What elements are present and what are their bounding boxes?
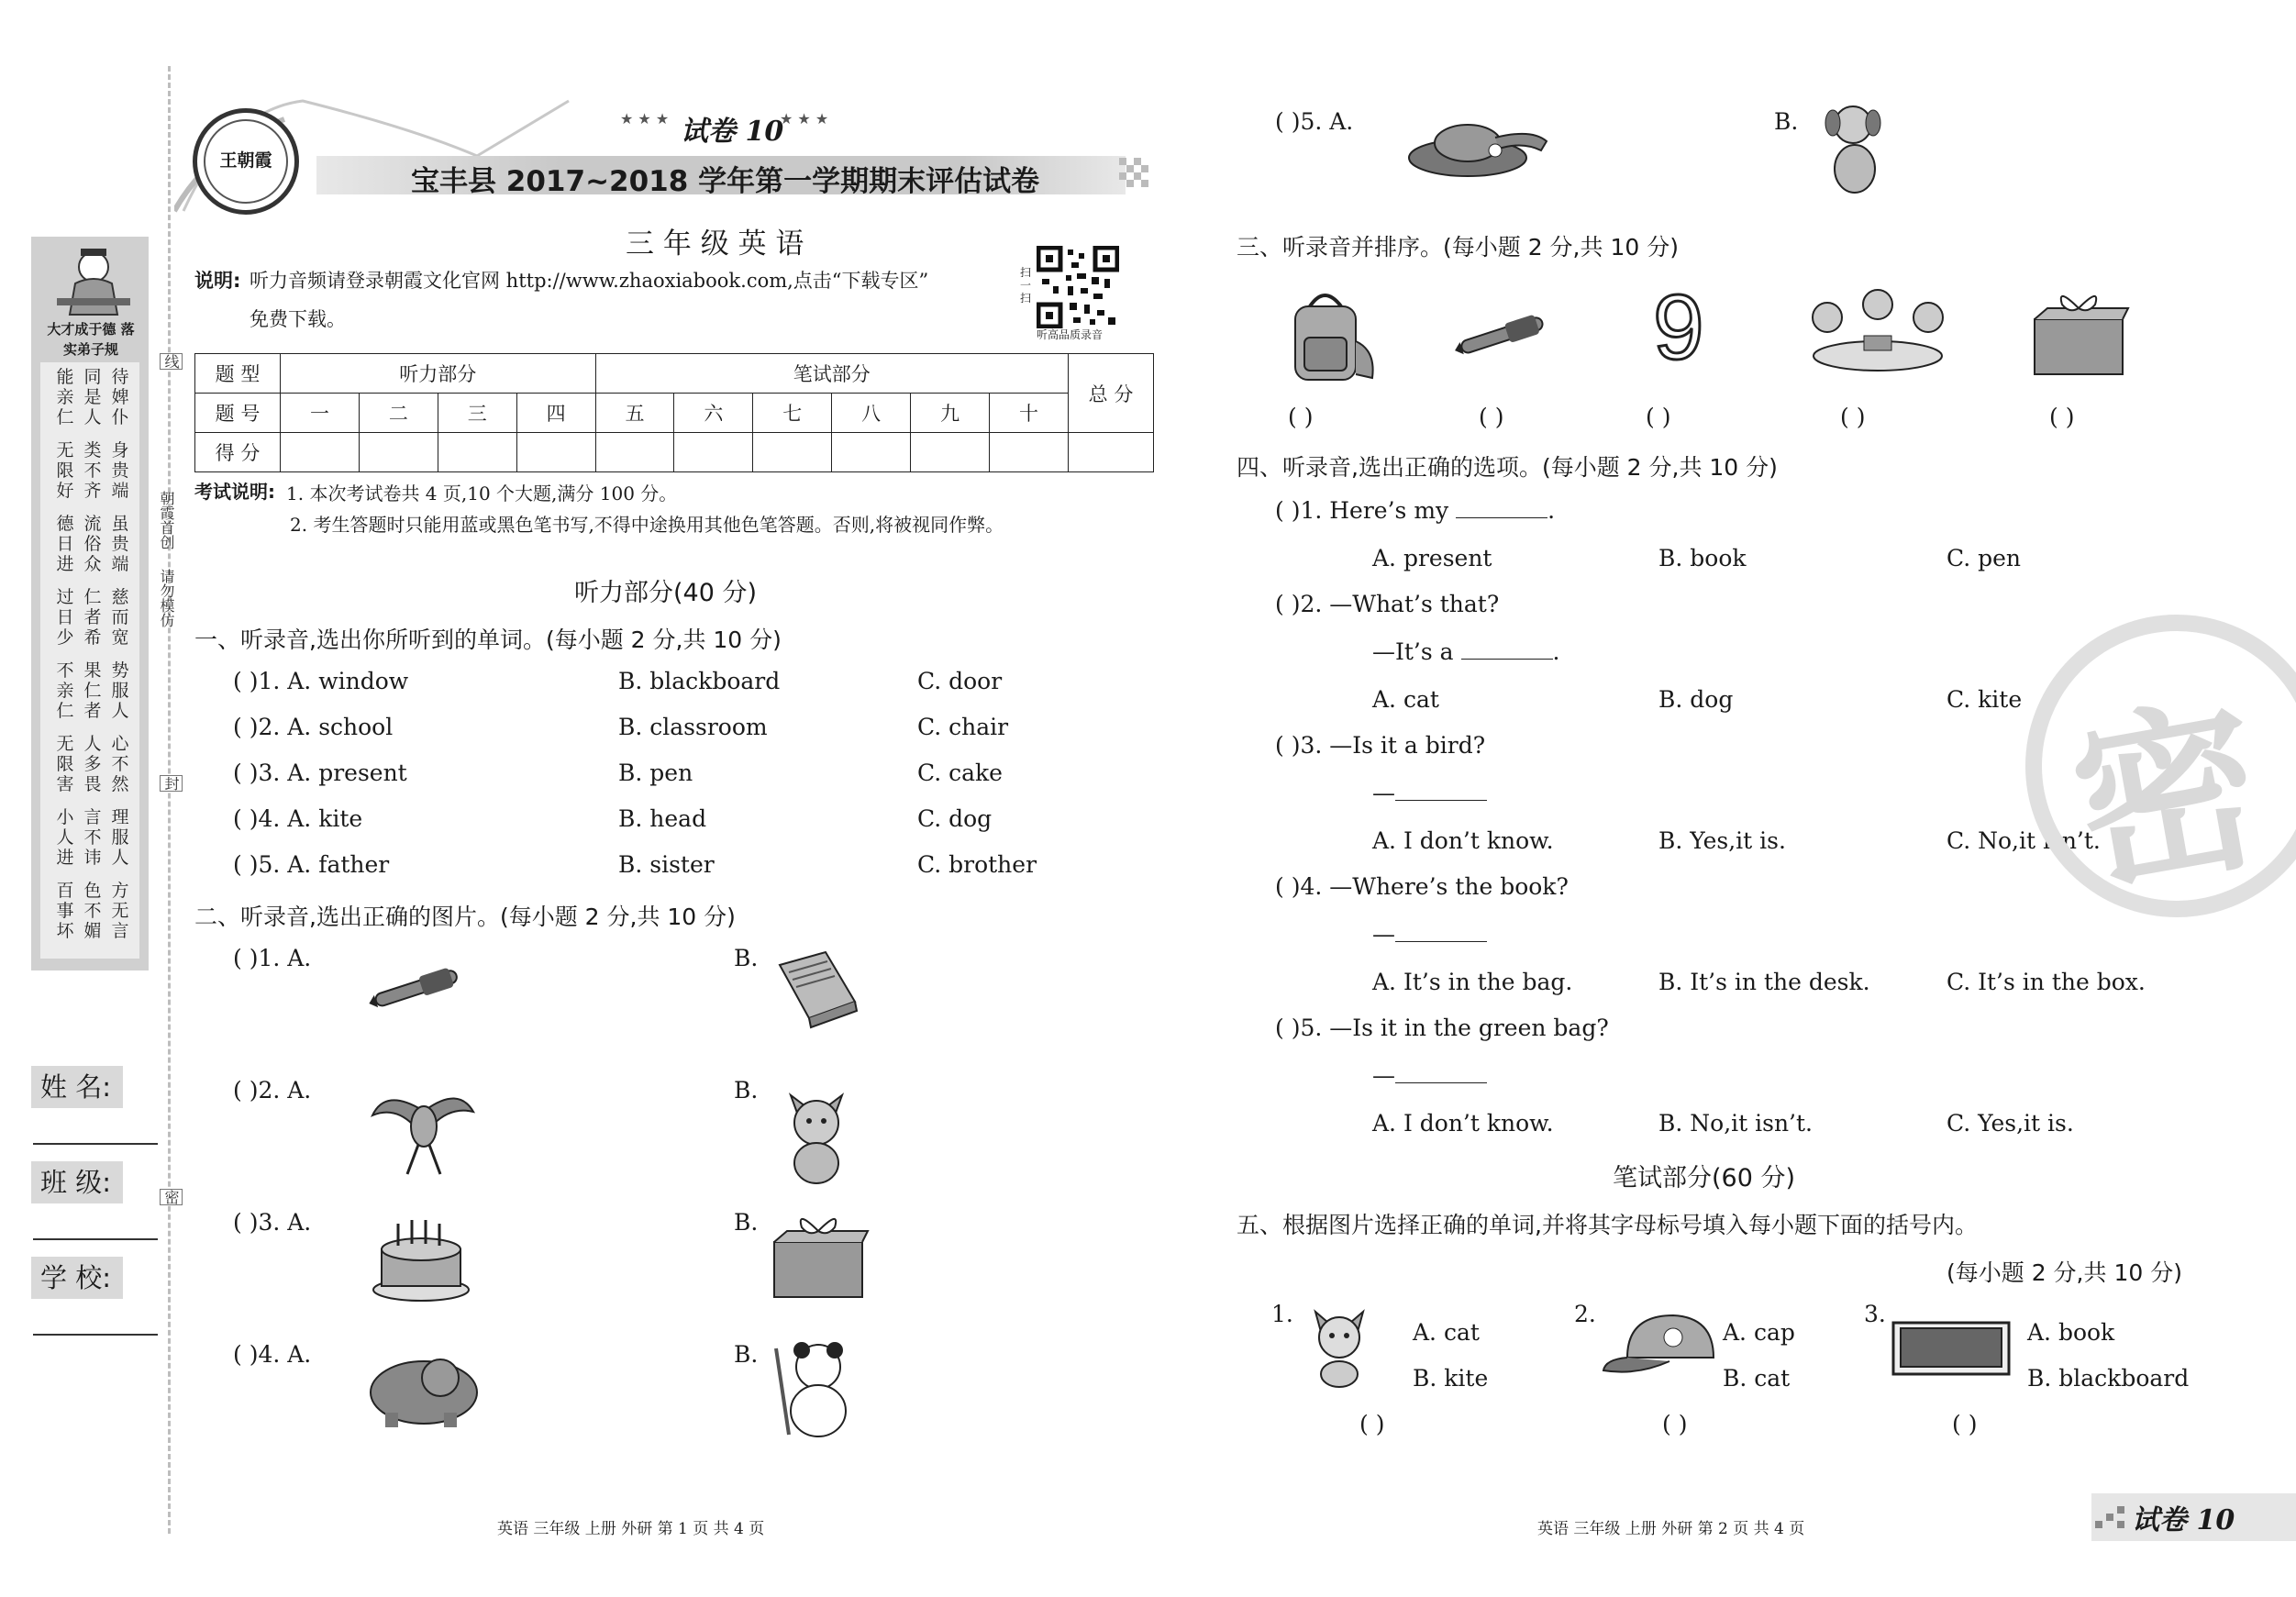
s5-q3-b: B. blackboard — [2027, 1365, 2190, 1392]
motto-column: 色不媚 — [83, 881, 102, 941]
score-table-row-scores — [195, 433, 1154, 472]
s1-q4-b: B. head — [618, 805, 707, 832]
exam-notes-line-1: 1. 本次考试卷共 4 页,10 个大题,满分 100 分。 — [286, 482, 678, 505]
paper-stars-left: ★ ★ ★ — [620, 110, 670, 128]
score-cell-input[interactable] — [516, 433, 595, 472]
s4-q4-b: B. It’s in the desk. — [1658, 969, 1870, 995]
qr-caption-side: 扫一扫 — [1020, 266, 1032, 305]
s2-q4-b: B. — [734, 1341, 759, 1368]
s3-bracket-3[interactable]: ( ) — [1646, 404, 1671, 430]
score-table-row-type — [195, 354, 1154, 394]
s4-q5-blank[interactable] — [1395, 1062, 1487, 1083]
score-cell-input[interactable] — [281, 433, 360, 472]
name-field[interactable] — [33, 1143, 158, 1145]
score-cell-written: 笔试部分 — [595, 354, 1068, 394]
exam-notes-line-2: 2. 考生答题时只能用蓝或黑色笔书写,不得中途换用其他色笔答题。否则,将被视同作弊。 — [290, 514, 1004, 536]
score-cell-number: 一 — [281, 394, 360, 433]
score-cell-number: 二 — [359, 394, 438, 433]
s2-q3-b: B. — [734, 1209, 759, 1236]
footer-left: 英语 三年级 上册 外研 第 1 页 共 4 页 — [497, 1520, 765, 1538]
s3-bracket-1[interactable]: ( ) — [1288, 404, 1314, 430]
s5-q1-a: A. cat — [1413, 1319, 1480, 1346]
s2-q2-a: ( )2. A. — [233, 1077, 312, 1103]
score-cell-input[interactable] — [753, 433, 832, 472]
qr-code-icon[interactable] — [1037, 246, 1119, 328]
name-label: 姓 名: — [31, 1066, 123, 1108]
s4-q4-blank[interactable] — [1395, 921, 1487, 942]
s5-q2-b: B. cat — [1723, 1365, 1791, 1392]
book-icon — [771, 947, 862, 1035]
s5-q3-bracket[interactable]: ( ) — [1952, 1411, 1978, 1437]
class-label: 班 级: — [31, 1161, 123, 1203]
exam-notes-label: 考试说明: — [194, 481, 275, 503]
motto-column: 无限好 — [56, 440, 74, 501]
motto-column: 类不齐 — [83, 440, 102, 501]
logo-text: 王朝霞 — [219, 150, 272, 171]
s2-q1-a: ( )1. A. — [233, 945, 312, 971]
binding-word-1: 朝霞首创 — [158, 491, 175, 549]
section1-heading: 一、听录音,选出你所听到的单词。(每小题 2 分,共 10 分) — [194, 627, 782, 653]
score-cell-input[interactable] — [359, 433, 438, 472]
s5-q2-bracket[interactable]: ( ) — [1662, 1411, 1688, 1437]
s4-q2-blank[interactable] — [1461, 638, 1553, 660]
section5-score-note: (每小题 2 分,共 10 分) — [1947, 1259, 2182, 1286]
motto-column: 慈而宽 — [111, 587, 129, 648]
cap-icon — [1600, 1312, 1719, 1385]
listening-title: 听力部分(40 分) — [574, 579, 758, 607]
s1-q4-a: ( )4. A. kite — [233, 805, 363, 832]
score-cell-listening: 听力部分 — [281, 354, 596, 394]
s4-q4-a: A. It’s in the bag. — [1372, 969, 1573, 995]
motto-column: 德日进 — [56, 514, 74, 574]
binding-dashed-line — [168, 66, 171, 1534]
qr-caption-bottom: 听高品质录音 — [1037, 328, 1104, 341]
s5-q3-num: 3. — [1864, 1301, 1886, 1327]
section3-heading: 三、听录音并排序。(每小题 2 分,共 10 分) — [1237, 234, 1679, 261]
motto-column: 过日少 — [56, 587, 74, 648]
note-line-1: 听力音频请登录朝霞文化官网 http://www.zhaoxiabook.com,点击“下载专区” — [250, 270, 929, 292]
school-field[interactable] — [33, 1334, 158, 1336]
score-cell-total: 总 分 — [1069, 354, 1154, 433]
cat-icon — [771, 1077, 862, 1187]
note-prefix: 说明: — [194, 270, 241, 292]
s5-q2-num: 2. — [1574, 1301, 1596, 1327]
score-cell-input[interactable] — [674, 433, 753, 472]
s4-q3-a: A. I don’t know. — [1372, 827, 1554, 854]
s4-q4-stem: ( )4. —Where’s the book? — [1275, 873, 1569, 900]
s4-q4-line2: — — [1372, 921, 1487, 948]
section4-heading: 四、听录音,选出正确的选项。(每小题 2 分,共 10 分) — [1237, 454, 1778, 481]
binding-mark-xian: 线 — [160, 353, 183, 370]
cake-icon — [371, 1211, 471, 1303]
scholar-figure-icon — [48, 243, 139, 316]
s2-q2-b: B. — [734, 1077, 759, 1103]
s1-q5-c: C. brother — [917, 851, 1037, 878]
motto-column: 人多畏 — [83, 734, 102, 794]
bird-icon — [367, 1079, 477, 1180]
subject-title: 三 年 级 英 语 — [626, 227, 804, 261]
score-cell-number: 五 — [595, 394, 674, 433]
pen-icon — [367, 961, 468, 1016]
motto-column: 仁者希 — [83, 587, 102, 648]
s4-q3-line2: — — [1372, 780, 1487, 806]
score-cell-input[interactable] — [832, 433, 911, 472]
s4-q1-a: A. present — [1372, 545, 1492, 571]
s2-q5-a: ( )5. A. — [1275, 108, 1354, 135]
score-cell-input[interactable] — [911, 433, 990, 472]
s2-q3-a: ( )3. A. — [233, 1209, 312, 1236]
motto-column: 无限害 — [56, 734, 74, 794]
s4-q3-blank[interactable] — [1395, 780, 1487, 801]
note-line-2: 免费下载。 — [250, 308, 346, 330]
motto-column: 方无言 — [111, 881, 129, 941]
motto-column: 心不然 — [111, 734, 129, 794]
s4-q2-b: B. dog — [1658, 686, 1734, 713]
section5-heading: 五、根据图片选择正确的单词,并将其字母标号填入每小题下面的括号内。 — [1237, 1212, 1978, 1238]
exam-title: 宝丰县 2017~2018 学年第一学期期末评估试卷 — [411, 165, 1040, 198]
s4-q2-stem: ( )2. —What’s that? — [1275, 591, 1500, 617]
score-cell-input[interactable] — [438, 433, 516, 472]
motto-column: 同是人 — [83, 367, 102, 427]
s4-q5-a: A. I don’t know. — [1372, 1110, 1554, 1137]
score-table-row-numbers — [195, 394, 1154, 433]
score-cell-number: 三 — [438, 394, 516, 433]
s3-bracket-4[interactable]: ( ) — [1840, 404, 1866, 430]
s1-q1-c: C. door — [917, 668, 1003, 694]
binding-mark-mi: 密 — [160, 1189, 183, 1205]
s1-q3-a: ( )3. A. present — [233, 760, 407, 786]
s3-bracket-5[interactable]: ( ) — [2049, 404, 2075, 430]
motto-column: 流俗众 — [83, 514, 102, 574]
school-label: 学 校: — [31, 1257, 123, 1299]
bag-icon — [1277, 286, 1378, 387]
s4-q4-c: C. It’s in the box. — [1947, 969, 2146, 995]
s1-q2-a: ( )2. A. school — [233, 714, 394, 740]
hat-icon — [1403, 110, 1550, 183]
paper-number: 试卷 10 — [681, 116, 784, 148]
gift-icon — [769, 1209, 870, 1301]
motto-column: 理服人 — [111, 807, 129, 868]
s1-q1-a: ( )1. A. window — [233, 668, 409, 694]
binding-word-2: 请勿模仿 — [158, 569, 175, 627]
motto-column: 身贵端 — [111, 440, 129, 501]
s4-q2-c: C. kite — [1947, 686, 2023, 713]
score-table — [194, 353, 1154, 472]
s4-q3-b: B. Yes,it is. — [1658, 827, 1786, 854]
motto-column: 势服人 — [111, 660, 129, 721]
s4-q3-stem: ( )3. —Is it a bird? — [1275, 732, 1486, 759]
s2-q4-a: ( )4. A. — [233, 1341, 312, 1368]
score-cell-number: 八 — [832, 394, 911, 433]
s1-q5-b: B. sister — [618, 851, 715, 878]
score-cell-score-label: 得 分 — [195, 433, 281, 472]
s1-q3-c: C. cake — [917, 760, 1003, 786]
tag-pattern-icon — [2095, 1504, 2128, 1532]
binding-mark-feng: 封 — [160, 775, 183, 792]
motto-column: 言不讳 — [83, 807, 102, 868]
s4-q1-c: C. pen — [1947, 545, 2022, 571]
cat-icon-2 — [1303, 1297, 1376, 1389]
page-tag: 试卷 10 — [2132, 1504, 2235, 1536]
gift-icon-2 — [2029, 284, 2130, 380]
motto-column: 果仁者 — [83, 660, 102, 721]
s4-q5-line2: — — [1372, 1062, 1487, 1089]
s4-q3-c: C. No,it isn’t. — [1947, 827, 2101, 854]
panda-icon — [761, 1339, 862, 1440]
s2-q1-b: B. — [734, 945, 759, 971]
bear-icon — [367, 1341, 481, 1429]
pen-icon-2 — [1453, 305, 1554, 369]
motto-column: 能亲仁 — [56, 367, 74, 427]
confidential-stamp-char: 密 — [2058, 677, 2277, 920]
sidebar-motto-top: 大才成于德 落实弟子规 — [47, 321, 135, 358]
s5-q2-a: A. cap — [1723, 1319, 1795, 1346]
score-cell-number: 十 — [990, 394, 1069, 433]
score-cell-number-label: 题 号 — [195, 394, 281, 433]
s4-q1-blank[interactable] — [1456, 497, 1547, 518]
motto-column: 不亲仁 — [56, 660, 74, 721]
score-cell-number: 四 — [516, 394, 595, 433]
paper-stars-right: ★ ★ ★ — [780, 110, 829, 128]
s5-q1-b: B. kite — [1413, 1365, 1489, 1392]
s5-q1-bracket[interactable]: ( ) — [1359, 1411, 1385, 1437]
motto-column: 待婢仆 — [111, 367, 129, 427]
dotted-pattern-icon — [1119, 158, 1156, 194]
s4-q5-c: C. Yes,it is. — [1947, 1110, 2074, 1137]
score-cell-input[interactable] — [595, 433, 674, 472]
score-cell-input[interactable] — [990, 433, 1069, 472]
score-cell-total-input[interactable] — [1069, 433, 1154, 472]
motto-column: 百事坏 — [56, 881, 74, 941]
dog-icon — [1820, 103, 1884, 198]
score-cell-type-label: 题 型 — [195, 354, 281, 394]
s4-q5-stem: ( )5. —Is it in the green bag? — [1275, 1015, 1609, 1041]
footer-right: 英语 三年级 上册 外研 第 2 页 共 4 页 — [1537, 1520, 1805, 1538]
nine-icon: 9 — [1653, 276, 1704, 379]
s4-q5-b: B. No,it isn’t. — [1658, 1110, 1813, 1137]
s5-q1-num: 1. — [1271, 1301, 1293, 1327]
s2-q5-b: B. — [1774, 108, 1799, 135]
s3-bracket-2[interactable]: ( ) — [1479, 404, 1504, 430]
score-cell-number: 六 — [674, 394, 753, 433]
party-icon — [1800, 286, 1956, 378]
score-cell-number: 七 — [753, 394, 832, 433]
s1-q1-b: B. blackboard — [618, 668, 781, 694]
section2-heading: 二、听录音,选出正确的图片。(每小题 2 分,共 10 分) — [194, 904, 736, 930]
s1-q4-c: C. dog — [917, 805, 993, 832]
motto-column: 虽贵端 — [111, 514, 129, 574]
blackboard-icon — [1891, 1321, 2011, 1380]
s4-q1-stem: ( )1. Here’s my . — [1275, 497, 1556, 524]
s4-q2-a: A. cat — [1372, 686, 1439, 713]
s5-q3-a: A. book — [2027, 1319, 2115, 1346]
s1-q2-c: C. chair — [917, 714, 1009, 740]
score-cell-number: 九 — [911, 394, 990, 433]
s1-q3-b: B. pen — [618, 760, 693, 786]
class-field[interactable] — [33, 1238, 158, 1240]
s4-q2-line2: —It’s a . — [1372, 638, 1560, 665]
motto-column: 小人进 — [56, 807, 74, 868]
s1-q2-b: B. classroom — [618, 714, 768, 740]
s1-q5-a: ( )5. A. father — [233, 851, 390, 878]
written-title: 笔试部分(60 分) — [1613, 1164, 1796, 1192]
s4-q1-b: B. book — [1658, 545, 1747, 571]
